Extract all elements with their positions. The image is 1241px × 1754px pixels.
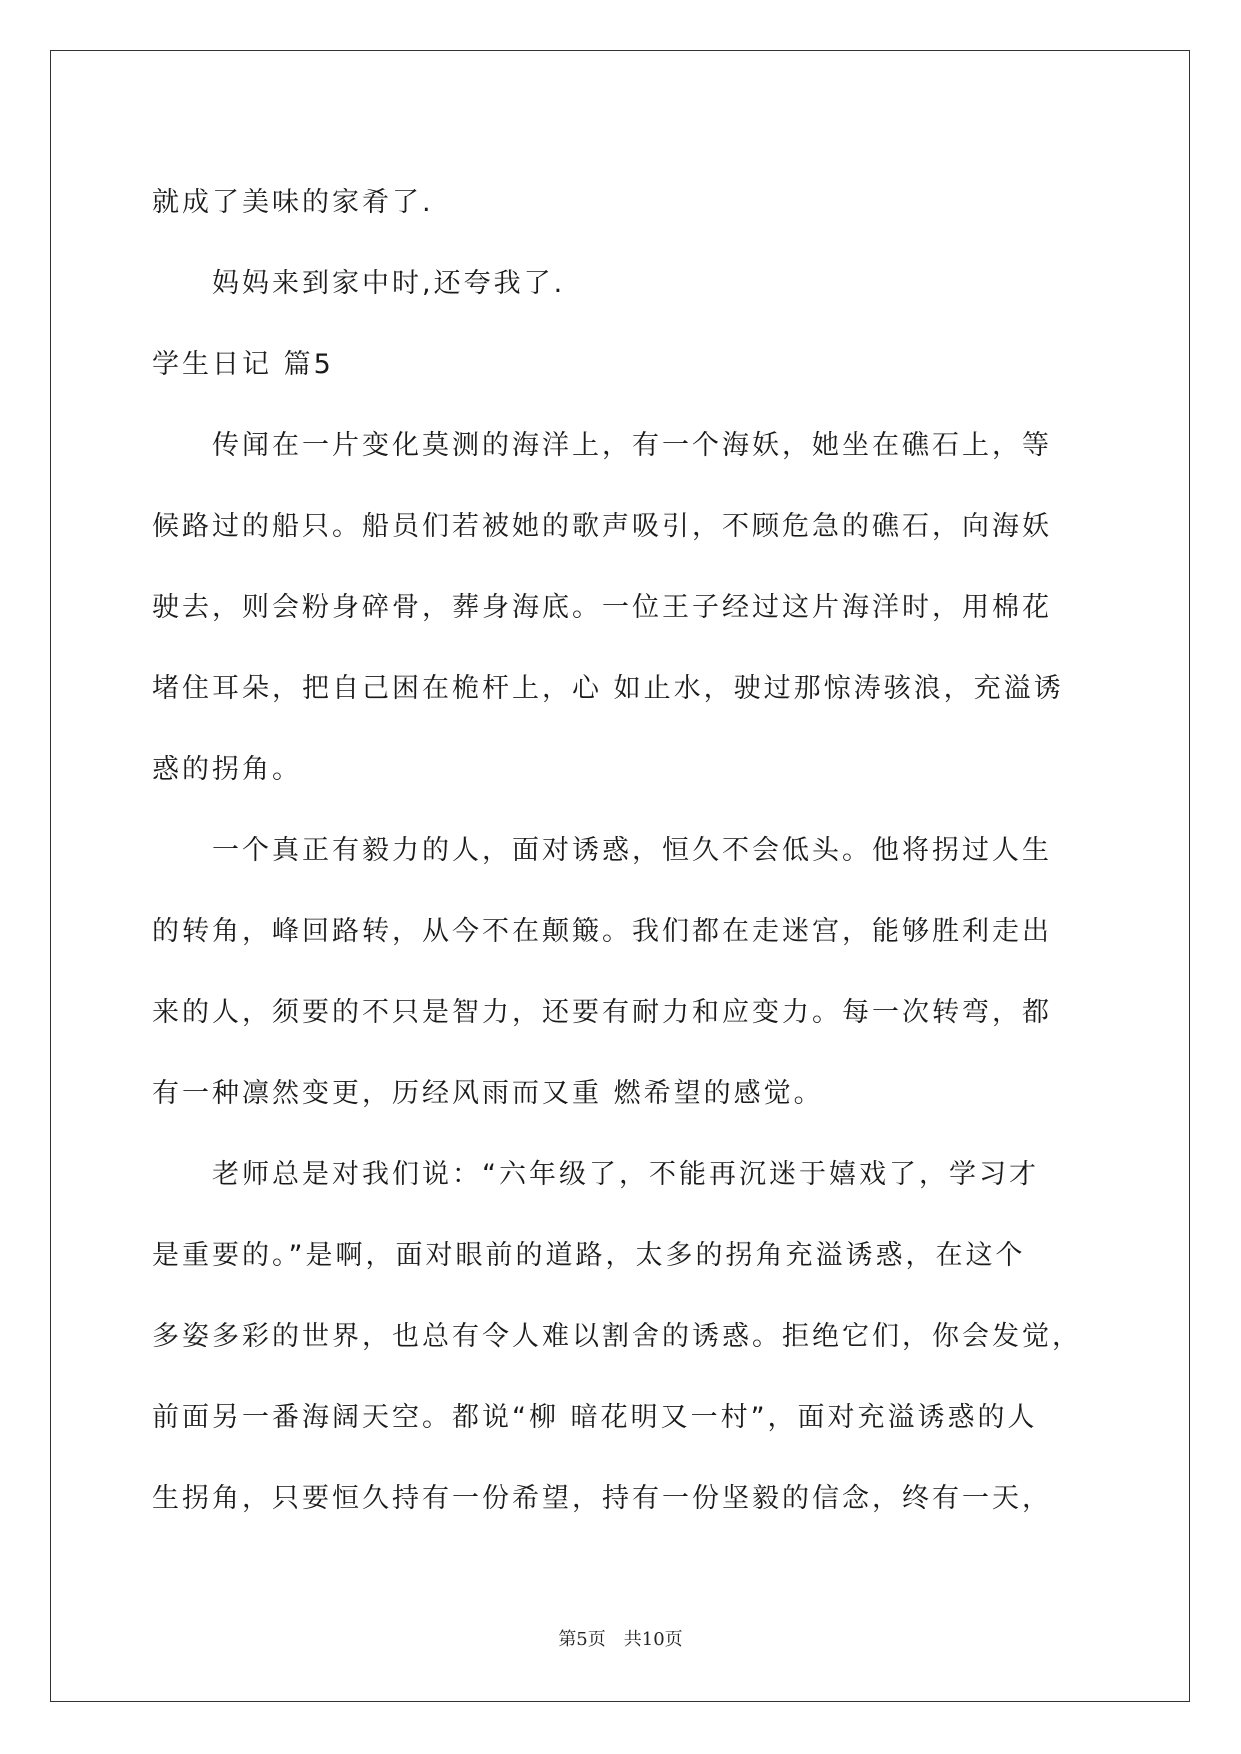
text-line: 是重要的。”是啊，面对眼前的道路，太多的拐角充溢诱惑，在这个 <box>152 1240 1026 1271</box>
text-line: 一个真正有毅力的人，面对诱惑，恒久不会低头。他将拐过人生 <box>152 835 1052 866</box>
text-line: 候路过的船只。船员们若被她的歌声吸引，不顾危急的礁石，向海妖 <box>152 511 1052 542</box>
text-line: 老师总是对我们说：“六年级了，不能再沉迷于嬉戏了，学习才 <box>152 1159 1039 1190</box>
text-line: 的转角，峰回路转，从今不在颠簸。我们都在走迷宫，能够胜利走出 <box>152 916 1052 947</box>
text-line: 堵住耳朵，把自己困在桅杆上，心 如止水，驶过那惊涛骇浪，充溢诱 <box>152 673 1064 704</box>
text-line: 妈妈来到家中时,还夸我了. <box>152 268 566 299</box>
section-heading: 学生日记 篇5 <box>152 349 334 380</box>
text-line: 前面另一番海阔天空。都说“柳 暗花明又一村”，面对充溢诱惑的人 <box>152 1402 1038 1433</box>
document-body <box>152 162 1092 1539</box>
text-line: 驶去，则会粉身碎骨，葬身海底。一位王子经过这片海洋时，用棉花 <box>152 592 1052 623</box>
text-line: 生拐角，只要恒久持有一份希望，持有一份坚毅的信念，终有一天， <box>152 1483 1052 1514</box>
page-number-footer: 第5页 共10页 <box>558 1629 683 1650</box>
text-line: 来的人，须要的不只是智力，还要有耐力和应变力。每一次转弯，都 <box>152 997 1052 1028</box>
text-line: 传闻在一片变化莫测的海洋上，有一个海妖，她坐在礁石上，等 <box>152 430 1052 461</box>
text-line: 有一种凛然变更，历经风雨而又重 燃希望的感觉。 <box>152 1078 824 1109</box>
text-line: 惑的拐角。 <box>152 754 302 785</box>
text-line: 就成了美味的家肴了. <box>152 187 434 218</box>
text-line: 多姿多彩的世界，也总有令人难以割舍的诱惑。拒绝它们，你会发觉， <box>152 1321 1082 1352</box>
